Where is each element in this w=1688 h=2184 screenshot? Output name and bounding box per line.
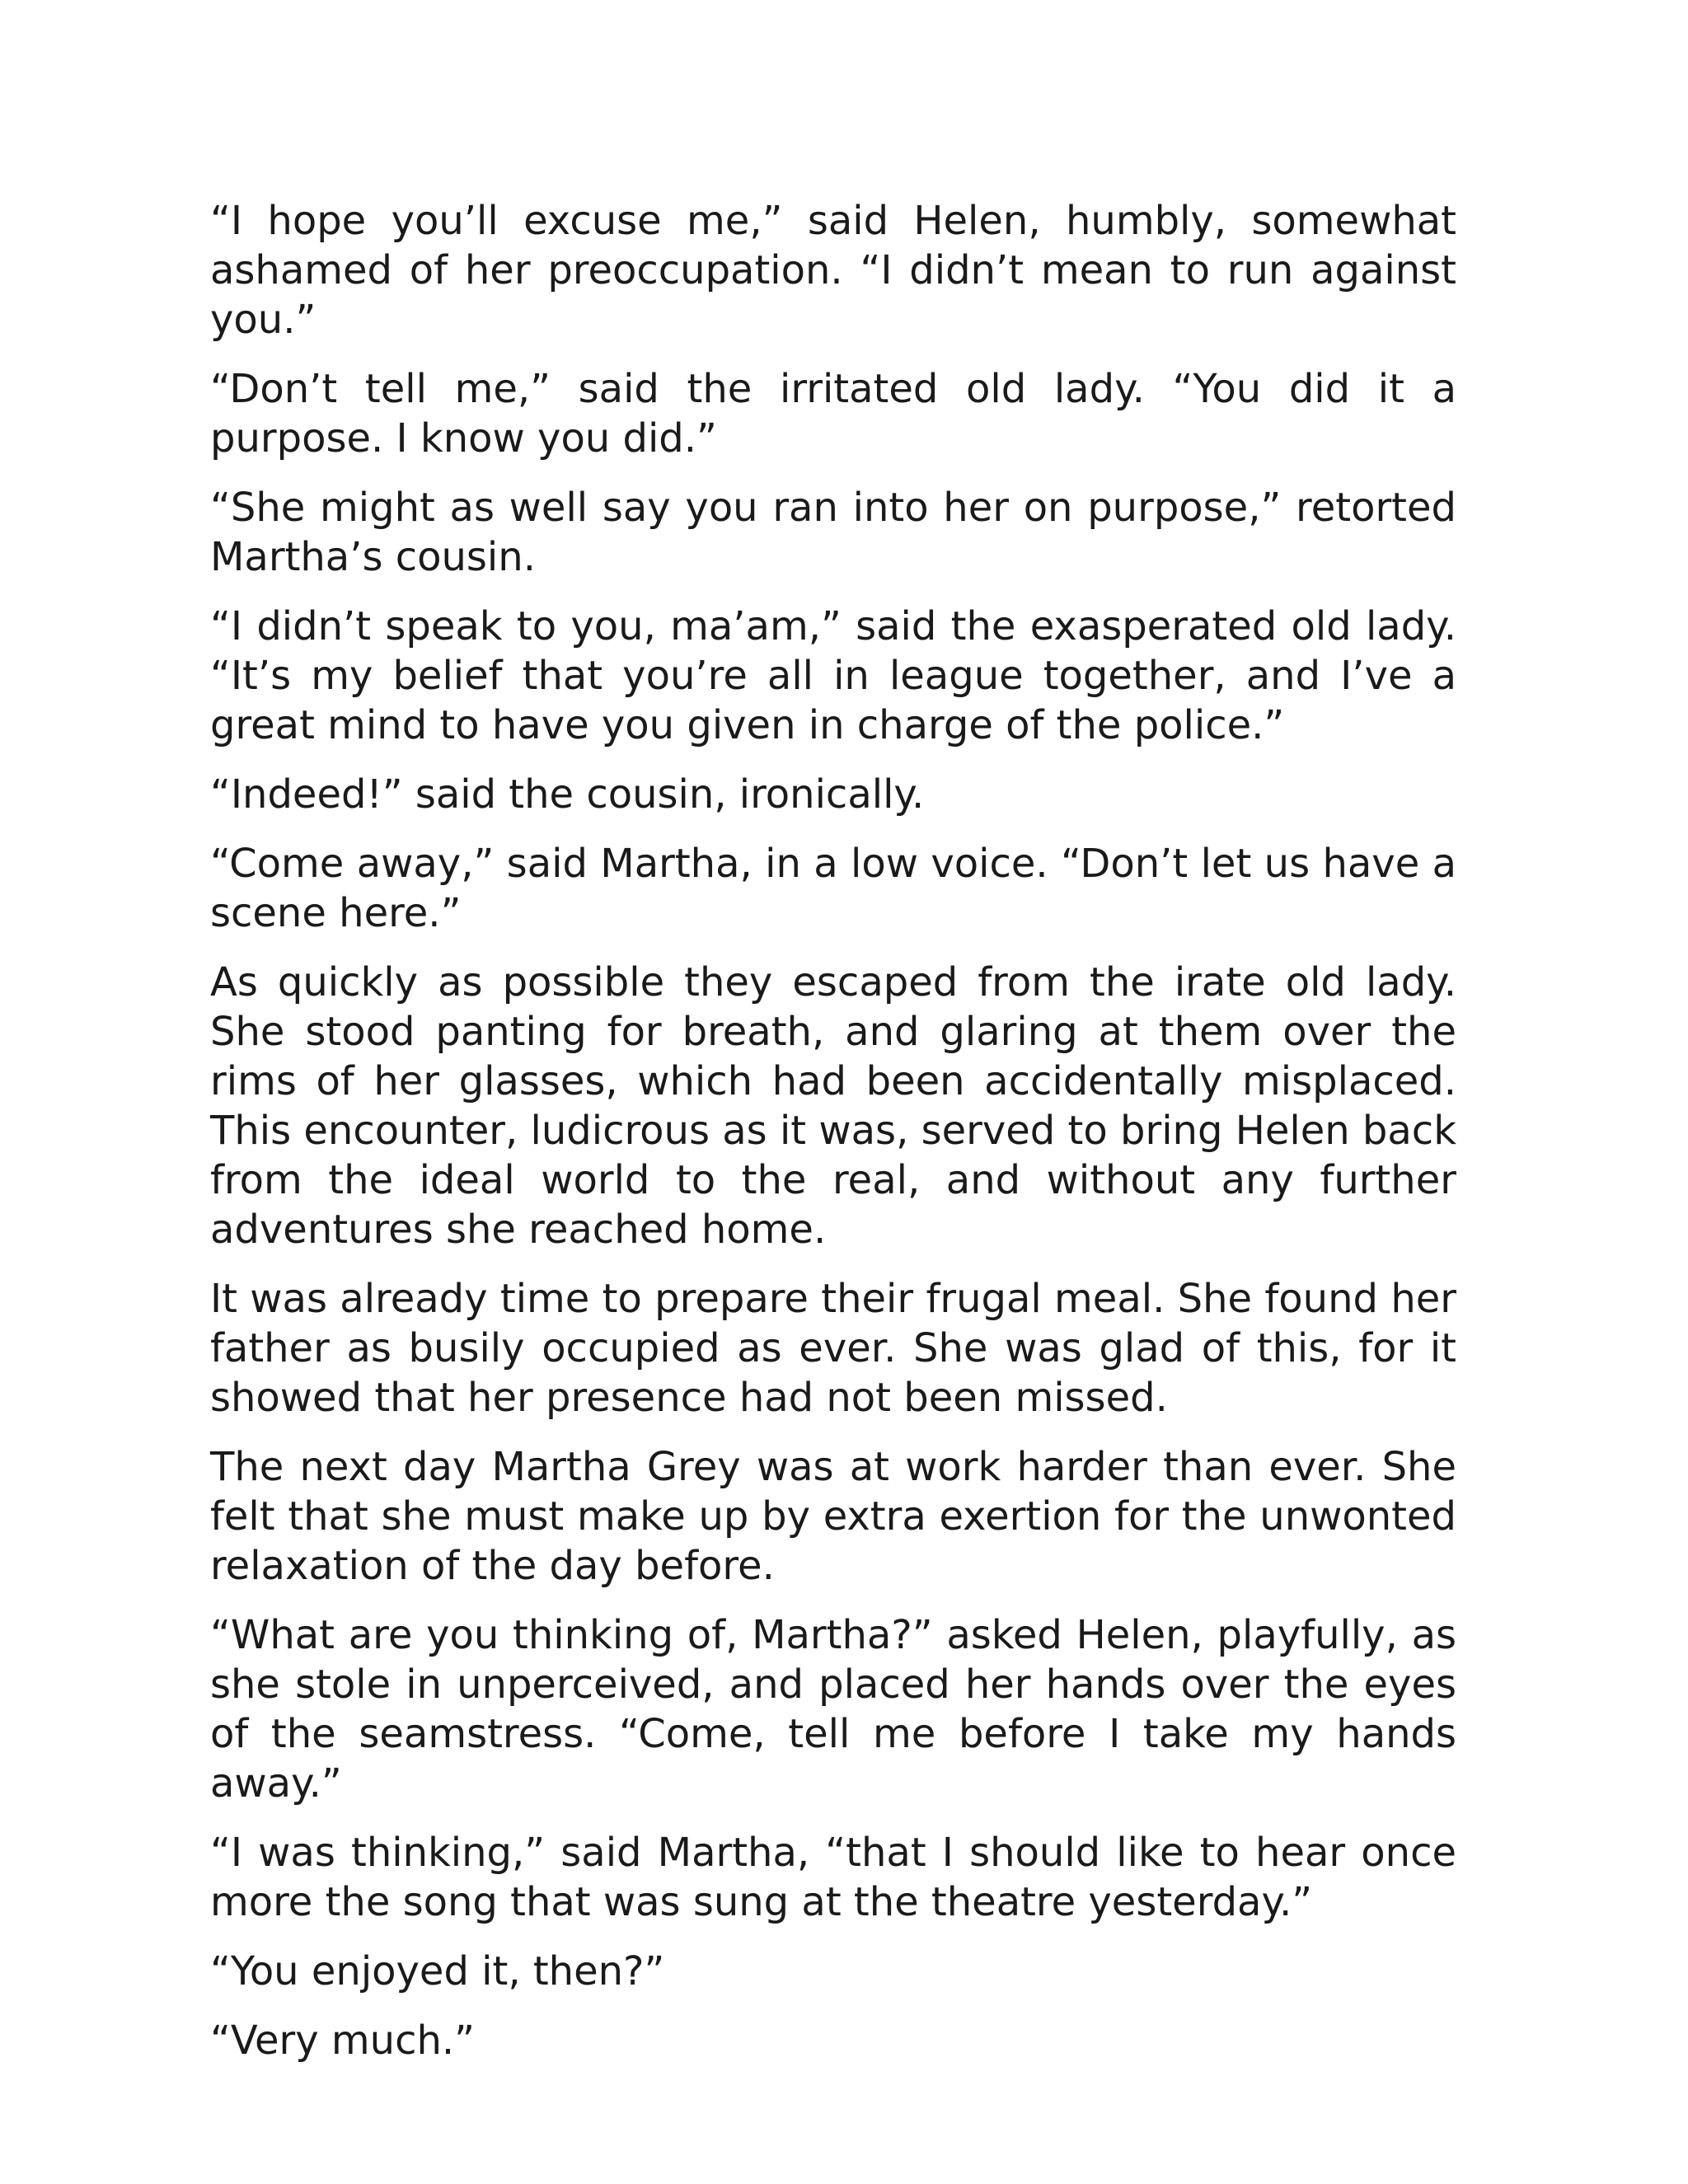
paragraph: “Indeed!” said the cousin, ironically.: [210, 771, 925, 818]
paragraph: The next day Martha Grey was at work harder than ever. She felt that she must make up by extra exertion for the unwonted relaxation of the day before.: [210, 1444, 1456, 1589]
paragraph: It was already time to prepare their frugal meal. She found her father as busily occupied as ever. She was glad of this, for it showed that her presence had not been missed.: [210, 1276, 1456, 1421]
paragraph: “I was thinking,” said Martha, “that I should like to hear once more the song that was sung at the theatre yesterday.”: [210, 1830, 1456, 1925]
paragraph: “I hope you’ll excuse me,” said Helen, humbly, somewhat ashamed of her preoccupation. “I didn’t mean to run against you.”: [210, 198, 1456, 343]
paragraph: “I didn’t speak to you, ma’am,” said the exasperated old lady. “It’s my belief that you’re all in league together, and I’ve a great mind to have you given in charge of the police.”: [210, 603, 1456, 748]
paragraph: “You enjoyed it, then?”: [210, 1948, 665, 1994]
paragraph: “She might as well say you ran into her on purpose,” retorted Martha’s cousin.: [210, 485, 1456, 580]
paragraph: “What are you thinking of, Martha?” asked Helen, playfully, as she stole in unperceived, and placed her hands over the eyes of the seamstress. “Come, tell me before I take my hands away.”: [210, 1612, 1456, 1807]
paragraph: “Come away,” said Martha, in a low voice. “Don’t let us have a scene here.”: [210, 841, 1456, 936]
document-page: [210, 196, 1456, 2085]
paragraph: “Very much.”: [210, 2018, 476, 2064]
paragraph: “Don’t tell me,” said the irritated old lady. “You did it a purpose. I know you did.”: [210, 366, 1456, 462]
paragraph: As quickly as possible they escaped from the irate old lady. She stood panting for breath, and glaring at them over the rims of her glasses, which had been accidentally misplaced. This encounter, ludicrous as it was, served to bring Helen back from the ideal world to the real, and without any further adventures she reached home.: [210, 959, 1456, 1253]
